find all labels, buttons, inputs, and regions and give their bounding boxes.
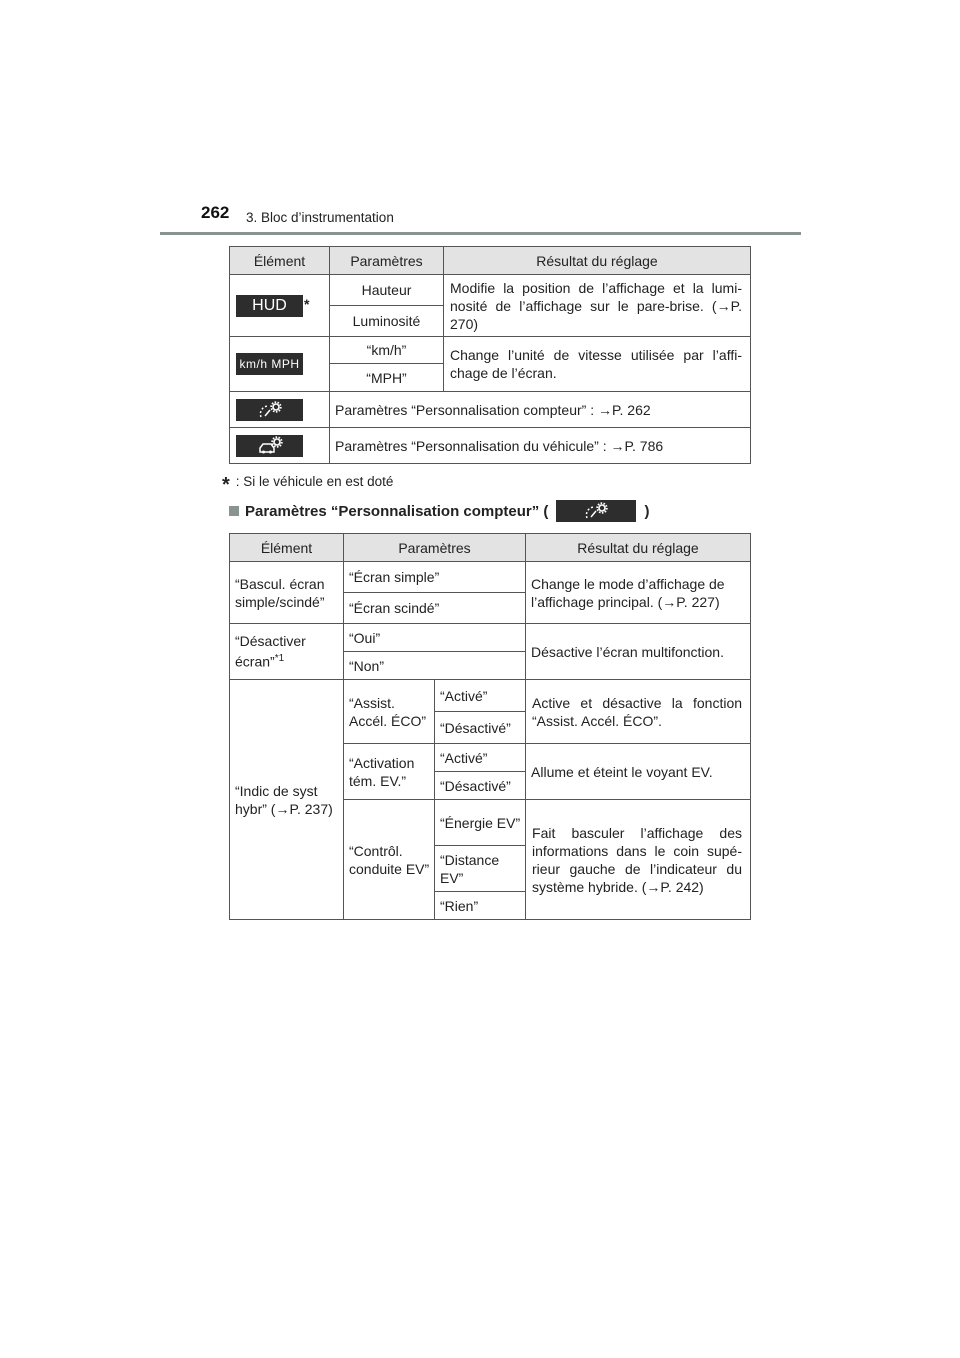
footnote — [222, 474, 393, 497]
option-cell: “Désactivé” — [435, 772, 526, 800]
result-cell: Modifie la position de l’affichage et la lumi-nosité de l’affichage sur le pare-brise. (→P. 270) — [444, 275, 751, 337]
meter-customization-table — [229, 533, 751, 920]
param-cell: “Non” — [344, 652, 526, 680]
result-cell: Allume et éteint le voyant EV. — [526, 744, 751, 800]
meter-settings-reference: Paramètres “Personnalisation compteur” : →P. 262 — [330, 392, 751, 428]
hud-icon: HUD — [236, 295, 303, 317]
item-text: “Désactiver écran” — [235, 633, 306, 670]
param-cell: “Écran scindé” — [344, 593, 526, 624]
column-header-result: Résultat du réglage — [526, 534, 751, 562]
param-cell: “km/h” — [330, 337, 444, 364]
page-number: 262 — [201, 203, 230, 222]
availability-star: * — [304, 295, 310, 312]
column-header-parameters: Paramètres — [344, 534, 526, 562]
param-group-cell: “Contrôl. conduite EV” — [344, 800, 435, 920]
footnote-text: : Si le véhicule en est doté — [235, 474, 394, 489]
settings-table — [229, 246, 751, 464]
table-row — [230, 337, 330, 392]
sub-heading — [229, 500, 649, 522]
meter-settings-icon — [556, 500, 636, 522]
speed-unit-icon: km/h MPH — [236, 353, 303, 375]
footnote-star: * — [222, 474, 230, 496]
option-cell: “Désactivé” — [435, 712, 526, 744]
param-cell: “Écran simple” — [344, 562, 526, 593]
option-cell: “Énergie EV” — [435, 800, 526, 846]
item-cell: “Bascul. écran simple/scindé” — [230, 562, 344, 624]
param-cell: “Oui” — [344, 624, 526, 652]
header-rule — [160, 232, 801, 235]
column-header-element: Élément — [230, 534, 344, 562]
vehicle-settings-reference: Paramètres “Personnalisation du véhicule” : →P. 786 — [330, 428, 751, 464]
option-cell: “Activé” — [435, 744, 526, 772]
column-header-result: Résultat du réglage — [444, 247, 751, 275]
bullet-square — [229, 506, 239, 516]
param-group-cell: “Assist. Accél. ÉCO” — [344, 680, 435, 744]
result-cell: Change l’unité de vitesse utilisée par l’affi-chage de l’écran. — [444, 337, 751, 392]
table-row — [230, 428, 330, 464]
column-header-element: Élément — [230, 247, 330, 275]
table-row — [230, 275, 330, 337]
result-cell: Change le mode d’affichage de l’affichage principal. (→P. 227) — [526, 562, 751, 624]
option-cell: “Activé” — [435, 680, 526, 712]
param-cell: Hauteur — [330, 275, 444, 306]
param-cell: “MPH” — [330, 364, 444, 392]
section-title: 3. Bloc d’instrumentation — [246, 210, 394, 225]
option-cell: “Distance EV” — [435, 846, 526, 892]
result-cell: Active et désactive la fonction “Assist. Accél. ÉCO”. — [526, 680, 751, 744]
option-cell: “Rien” — [435, 892, 526, 920]
param-group-cell: “Activation tém. EV.” — [344, 744, 435, 800]
param-cell: Luminosité — [330, 306, 444, 337]
item-cell: “Indic de syst hybr” (→P. 237) — [230, 680, 344, 920]
item-cell — [230, 624, 344, 680]
sub-heading-close: ) — [644, 502, 650, 520]
table-row — [230, 392, 330, 428]
result-cell: Désactive l’écran multifonction. — [526, 624, 751, 680]
column-header-parameters: Paramètres — [330, 247, 444, 275]
vehicle-settings-icon — [236, 435, 303, 457]
sub-heading-text: Paramètres “Personnalisation compteur” ( — [245, 502, 549, 520]
footnote-ref: *1 — [274, 653, 285, 665]
meter-settings-icon — [236, 399, 303, 421]
result-cell: Fait basculer l’affichage des informations dans le coin supé-rieur gauche de l’indicateur du système hybride. (→P. 242) — [526, 800, 751, 920]
